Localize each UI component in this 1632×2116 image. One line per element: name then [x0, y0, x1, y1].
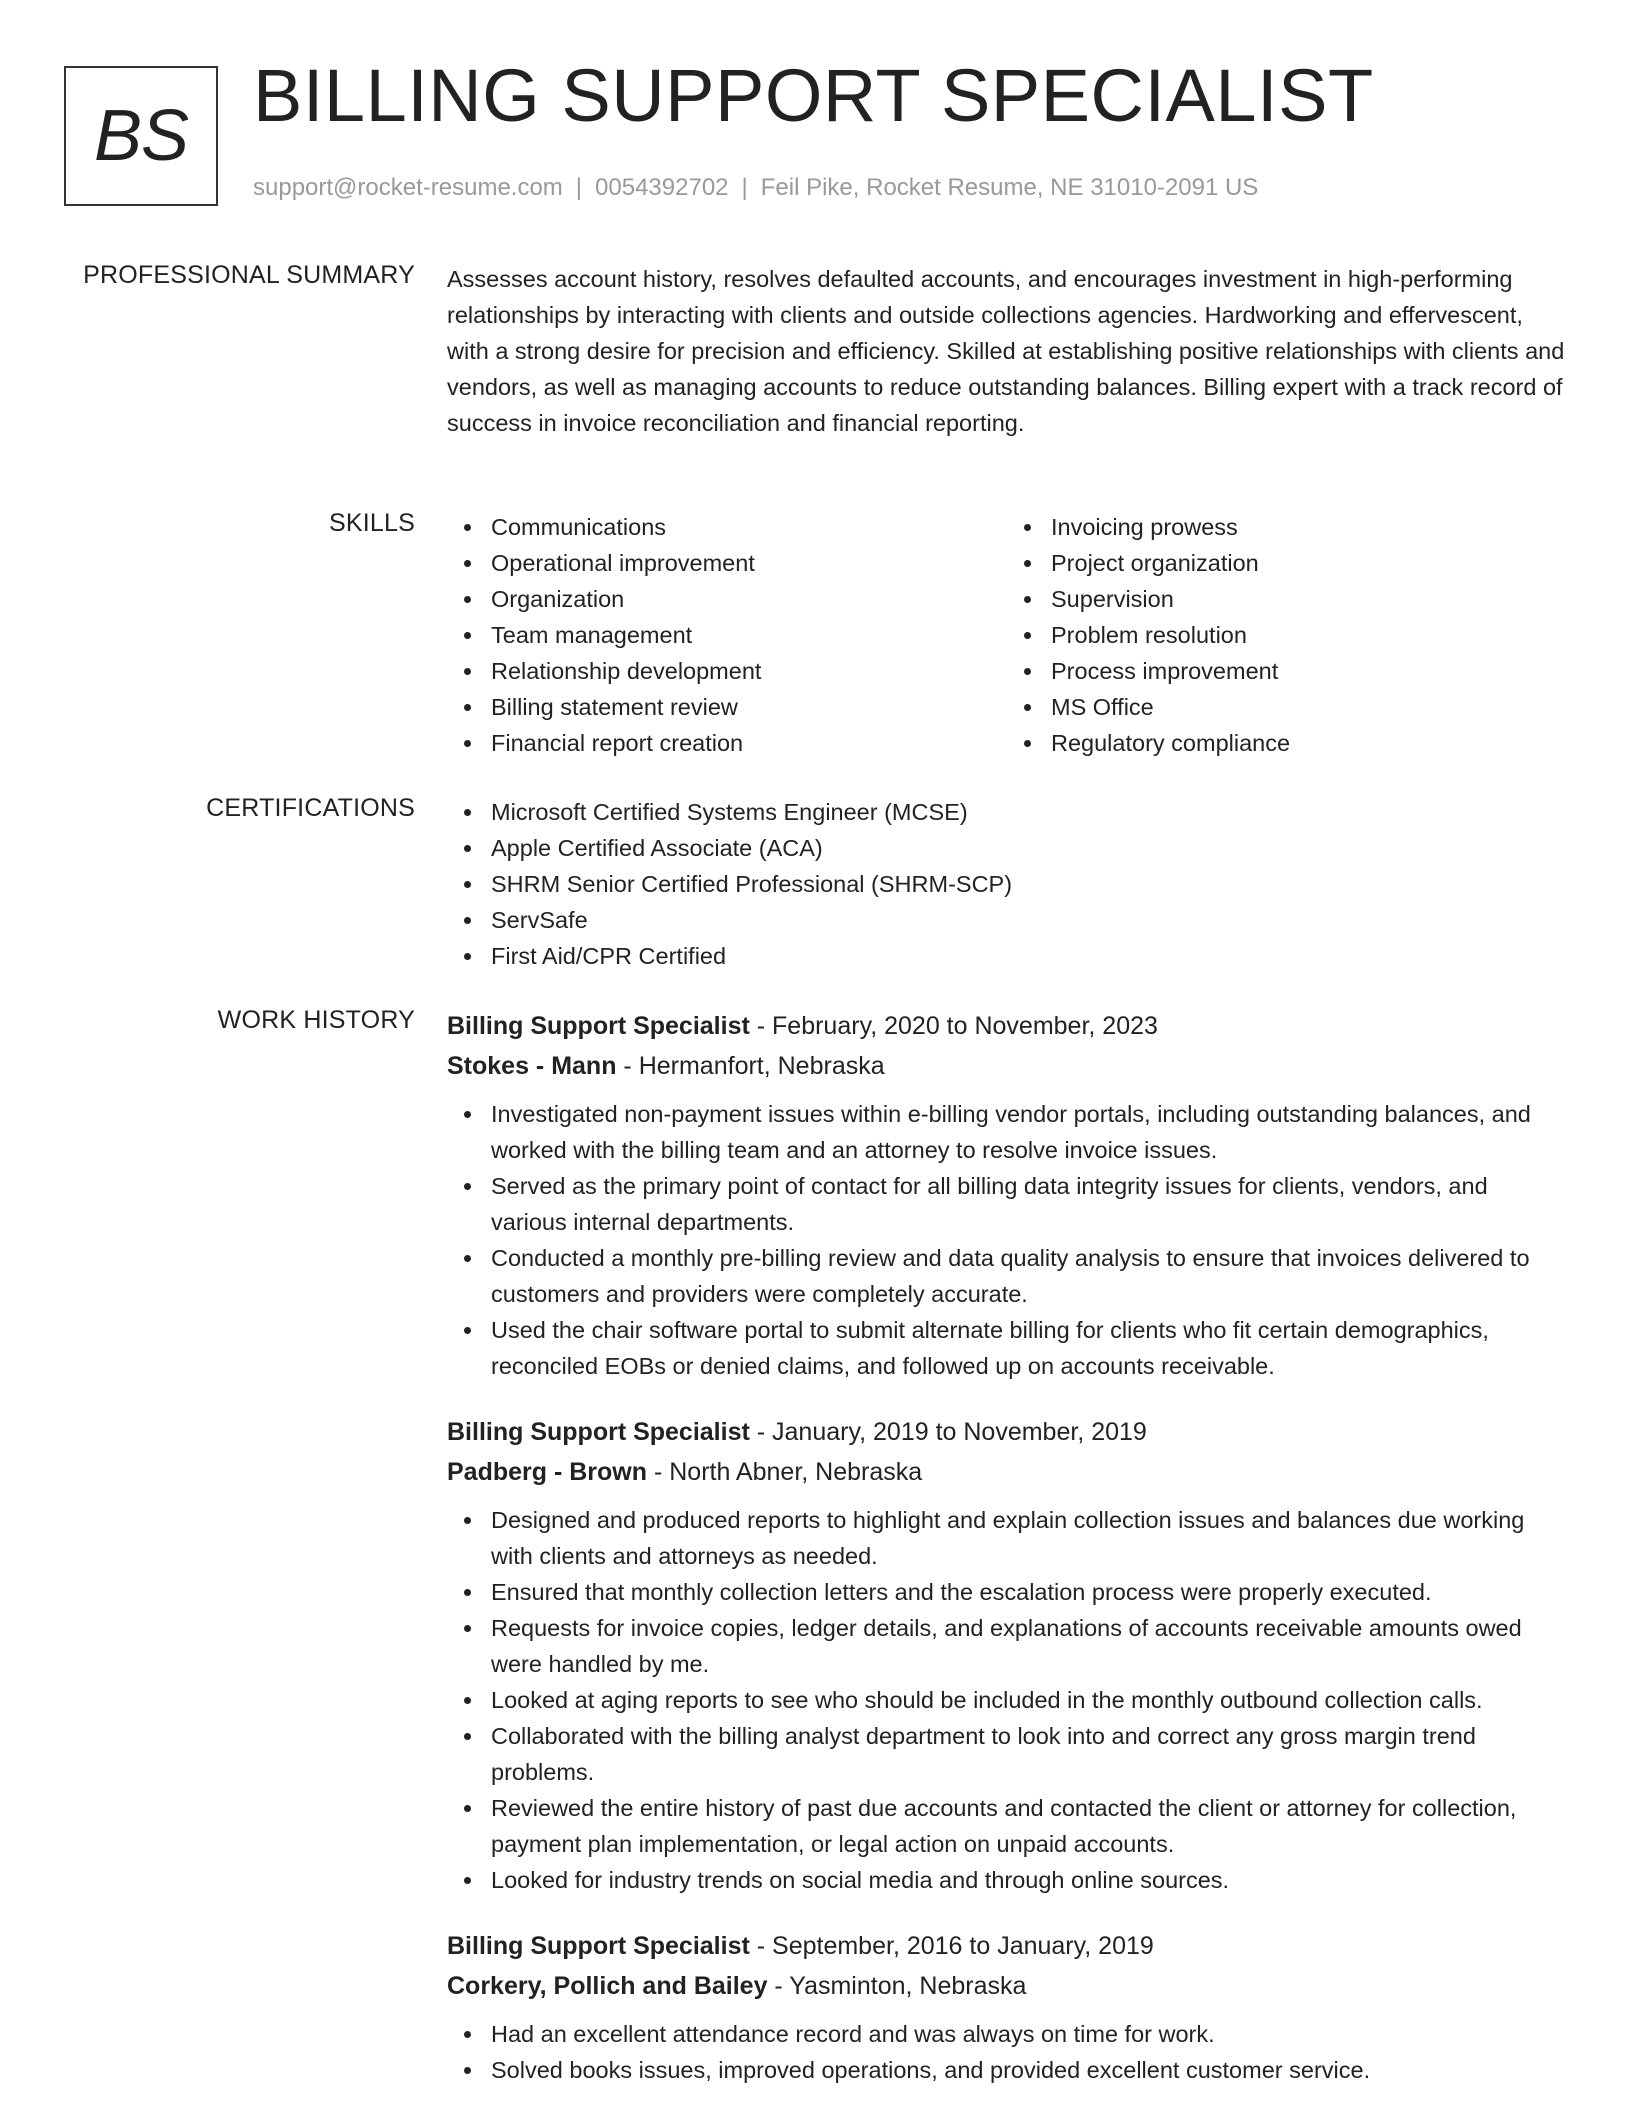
job-bullet: Ensured that monthly collection letters and the escalation process were properly executed.: [491, 1574, 1567, 1610]
job-company-line: [447, 1966, 1567, 2006]
skills-grid: [447, 509, 1567, 761]
certification-item: First Aid/CPR Certified: [491, 938, 1567, 974]
job-bullet: Designed and produced reports to highlight and explain collection issues and balances due working with clients and attorneys as needed.: [491, 1502, 1567, 1574]
job-entry: [447, 1926, 1567, 2088]
certification-item: ServSafe: [491, 902, 1567, 938]
certifications-list: [447, 794, 1567, 974]
certification-item: Apple Certified Associate (ACA): [491, 830, 1567, 866]
skill-item: Project organization: [1051, 545, 1567, 581]
job-location: - Yasminton, Nebraska: [767, 1972, 1027, 2000]
job-title-line: [447, 1006, 1567, 1046]
contact-phone[interactable]: 0054392702: [595, 174, 729, 201]
job-title: Billing Support Specialist: [447, 1418, 750, 1446]
job-bullet: Looked for industry trends on social media and through online sources.: [491, 1862, 1567, 1898]
section-label-summary: PROFESSIONAL SUMMARY: [83, 261, 415, 289]
job-bullet: Collaborated with the billing analyst department to look into and correct any gross margin trend problems.: [491, 1718, 1567, 1790]
section-label-skills: SKILLS: [329, 509, 415, 537]
skill-item: MS Office: [1051, 689, 1567, 725]
job-location: - North Abner, Nebraska: [647, 1458, 923, 1486]
job-bullet: Investigated non-payment issues within e-billing vendor portals, including outstanding balances, and worked with the billing team and an attorney to resolve invoice issues.: [491, 1096, 1567, 1168]
summary-text: Assesses account history, resolves defaulted accounts, and encourages investment in high-performing relationships by interacting with clients and outside collections agencies. Hardworking and effervescent, with a strong desire for precision and efficiency. Skilled at establishing positive relationships with clients and vendors, as well as managing accounts to reduce outstanding balances. Billing expert with a track record of success in invoice reconciliation and financial reporting.: [447, 266, 1565, 436]
skill-item: Operational improvement: [491, 545, 1007, 581]
certifications-content: [447, 794, 1567, 974]
job-bullet: Served as the primary point of contact for all billing data integrity issues for clients, vendors, and various internal departments.: [491, 1168, 1567, 1240]
job-company: Stokes - Mann: [447, 1052, 617, 1080]
job-bullets: [447, 1502, 1567, 1898]
skill-item: Problem resolution: [1051, 617, 1567, 653]
job-bullet: Looked at aging reports to see who should be included in the monthly outbound collection calls.: [491, 1682, 1567, 1718]
skill-item: Billing statement review: [491, 689, 1007, 725]
job-entry: [447, 1006, 1567, 1384]
job-bullet: Conducted a monthly pre-billing review and data quality analysis to ensure that invoices delivered to customers and providers were completely accurate.: [491, 1240, 1567, 1312]
monogram-initials: BS: [93, 96, 189, 176]
job-company: Padberg - Brown: [447, 1458, 648, 1486]
skill-item: Communications: [491, 509, 1007, 545]
job-bullet: Used the chair software portal to submit alternate billing for clients who fit certain demographics, reconciled EOBs or denied claims, and followed up on accounts receivable.: [491, 1312, 1567, 1384]
job-company-line: [447, 1046, 1567, 1086]
job-dates: - September, 2016 to January, 2019: [749, 1932, 1154, 1960]
resume-title: BILLING SUPPORT SPECIALIST: [253, 54, 1374, 137]
skills-list-right: [1007, 509, 1567, 761]
summary-content: [447, 261, 1567, 441]
job-bullet: Solved books issues, improved operations, and provided excellent customer service.: [491, 2052, 1567, 2088]
section-label-certifications: CERTIFICATIONS: [206, 794, 415, 822]
job-entry: [447, 1412, 1567, 1898]
work-history-content: [447, 1006, 1567, 2116]
skill-item: Process improvement: [1051, 653, 1567, 689]
certification-item: Microsoft Certified Systems Engineer (MCSE): [491, 794, 1567, 830]
skills-content: [447, 509, 1567, 761]
skill-item: Financial report creation: [491, 725, 1007, 761]
certification-item: SHRM Senior Certified Professional (SHRM-SCP): [491, 866, 1567, 902]
contact-email[interactable]: support@rocket-resume.com: [253, 174, 563, 201]
job-dates: - February, 2020 to November, 2023: [749, 1012, 1158, 1040]
contact-address: Feil Pike, Rocket Resume, NE 31010-2091 US: [760, 174, 1259, 201]
job-company: Corkery, Pollich and Bailey: [447, 1972, 768, 2000]
skill-item: Organization: [491, 581, 1007, 617]
job-title: Billing Support Specialist: [447, 1012, 750, 1040]
skill-item: Relationship development: [491, 653, 1007, 689]
skill-item: Invoicing prowess: [1051, 509, 1567, 545]
skill-item: Team management: [491, 617, 1007, 653]
contact-separator: |: [575, 174, 583, 201]
job-bullets: [447, 1096, 1567, 1384]
job-bullet: Had an excellent attendance record and was always on time for work.: [491, 2016, 1567, 2052]
job-bullets: [447, 2016, 1567, 2088]
monogram-badge: [64, 66, 218, 206]
job-title: Billing Support Specialist: [447, 1932, 750, 1960]
contact-separator: |: [741, 174, 748, 201]
job-bullet: Requests for invoice copies, ledger details, and explanations of accounts receivable amounts owed were handled by me.: [491, 1610, 1567, 1682]
job-title-line: [447, 1412, 1567, 1452]
job-bullet: Reviewed the entire history of past due accounts and contacted the client or attorney for collection, payment plan implementation, or legal action on unpaid accounts.: [491, 1790, 1567, 1862]
job-dates: - January, 2019 to November, 2019: [749, 1418, 1147, 1446]
skills-list-left: [447, 509, 1007, 761]
skill-item: Regulatory compliance: [1051, 725, 1567, 761]
section-label-work-history: WORK HISTORY: [217, 1006, 415, 1034]
contact-line: [253, 174, 1258, 202]
job-title-line: [447, 1926, 1567, 1966]
job-location: - Hermanfort, Nebraska: [616, 1052, 885, 1080]
skill-item: Supervision: [1051, 581, 1567, 617]
job-company-line: [447, 1452, 1567, 1492]
